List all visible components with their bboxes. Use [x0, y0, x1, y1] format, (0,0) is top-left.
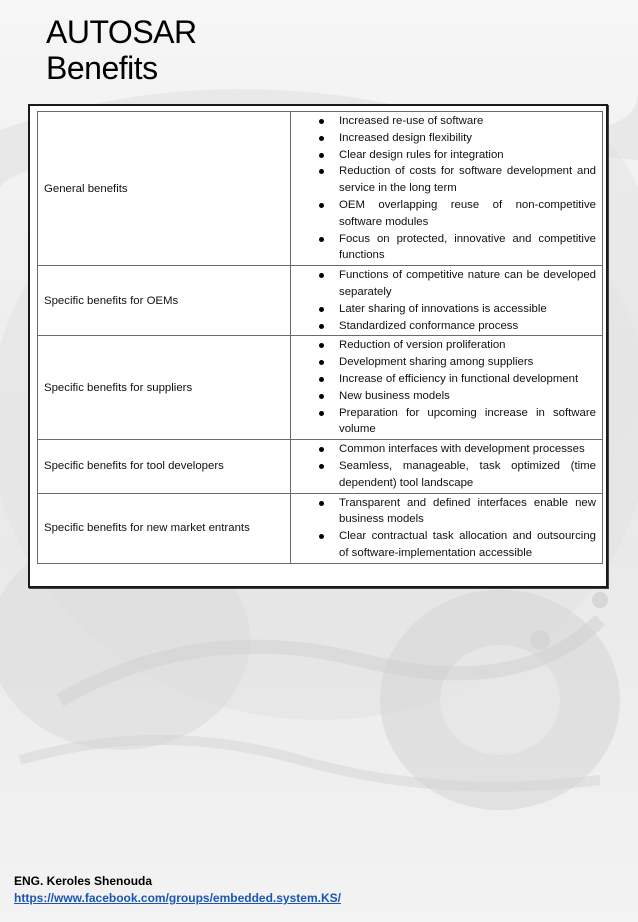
- row-items-cell: [291, 493, 603, 563]
- row-label: General benefits: [44, 182, 128, 195]
- row-items-cell: [291, 266, 603, 336]
- row-label: Specific benefits for tool developers: [44, 460, 224, 473]
- bullet-list: [291, 337, 596, 438]
- bullet-list: [291, 267, 596, 334]
- list-item: Reduction of version proliferation: [291, 337, 596, 354]
- row-label-cell: [38, 266, 291, 336]
- footer: [14, 873, 341, 907]
- list-item: Clear contractual task allocation and outsourcing of software-implementation accessible: [291, 528, 596, 562]
- list-item: Clear design rules for integration: [291, 147, 596, 164]
- row-items-cell: [291, 336, 603, 440]
- row-items-cell: [291, 112, 603, 266]
- list-item: Development sharing among suppliers: [291, 354, 596, 371]
- list-item: Focus on protected, innovative and competitive functions: [291, 231, 596, 265]
- list-item: Increase of efficiency in functional development: [291, 371, 596, 388]
- benefits-table: [37, 111, 603, 564]
- bullet-list: [291, 113, 596, 264]
- list-item: Reduction of costs for software development and service in the long term: [291, 163, 596, 197]
- row-label-cell: [38, 112, 291, 266]
- row-label: Specific benefits for OEMs: [44, 294, 179, 307]
- list-item: Increased re-use of software: [291, 113, 596, 130]
- row-label: Specific benefits for new market entrants: [44, 522, 250, 535]
- bullet-list: [291, 441, 596, 491]
- table-row: [38, 493, 603, 563]
- table-row: [38, 266, 603, 336]
- list-item: Seamless, manageable, task optimized (time dependent) tool landscape: [291, 458, 596, 492]
- list-item: Preparation for upcoming increase in software volume: [291, 405, 596, 439]
- list-item: New business models: [291, 388, 596, 405]
- list-item: Later sharing of innovations is accessible: [291, 301, 596, 318]
- benefits-table-frame: [28, 104, 608, 588]
- list-item: Transparent and defined interfaces enable new business models: [291, 495, 596, 529]
- table-row: [38, 336, 603, 440]
- table-row: [38, 112, 603, 266]
- row-label-cell: [38, 493, 291, 563]
- row-label-cell: [38, 336, 291, 440]
- row-items-cell: [291, 440, 603, 493]
- list-item: Increased design flexibility: [291, 130, 596, 147]
- list-item: OEM overlapping reuse of non-competitive software modules: [291, 197, 596, 231]
- list-item: Common interfaces with development processes: [291, 441, 596, 458]
- list-item: Functions of competitive nature can be developed separately: [291, 267, 596, 301]
- row-label-cell: [38, 440, 291, 493]
- page-title-line1: AUTOSAR: [46, 14, 197, 50]
- facebook-group-link[interactable]: https://www.facebook.com/groups/embedded.system.KS/: [14, 891, 341, 905]
- row-label: Specific benefits for suppliers: [44, 381, 193, 394]
- table-row: [38, 440, 603, 493]
- page-title-line2: Benefits: [46, 50, 158, 86]
- page-title: [46, 14, 197, 86]
- author-name: ENG. Keroles Shenouda: [14, 874, 153, 888]
- bullet-list: [291, 495, 596, 562]
- list-item: Standardized conformance process: [291, 318, 596, 335]
